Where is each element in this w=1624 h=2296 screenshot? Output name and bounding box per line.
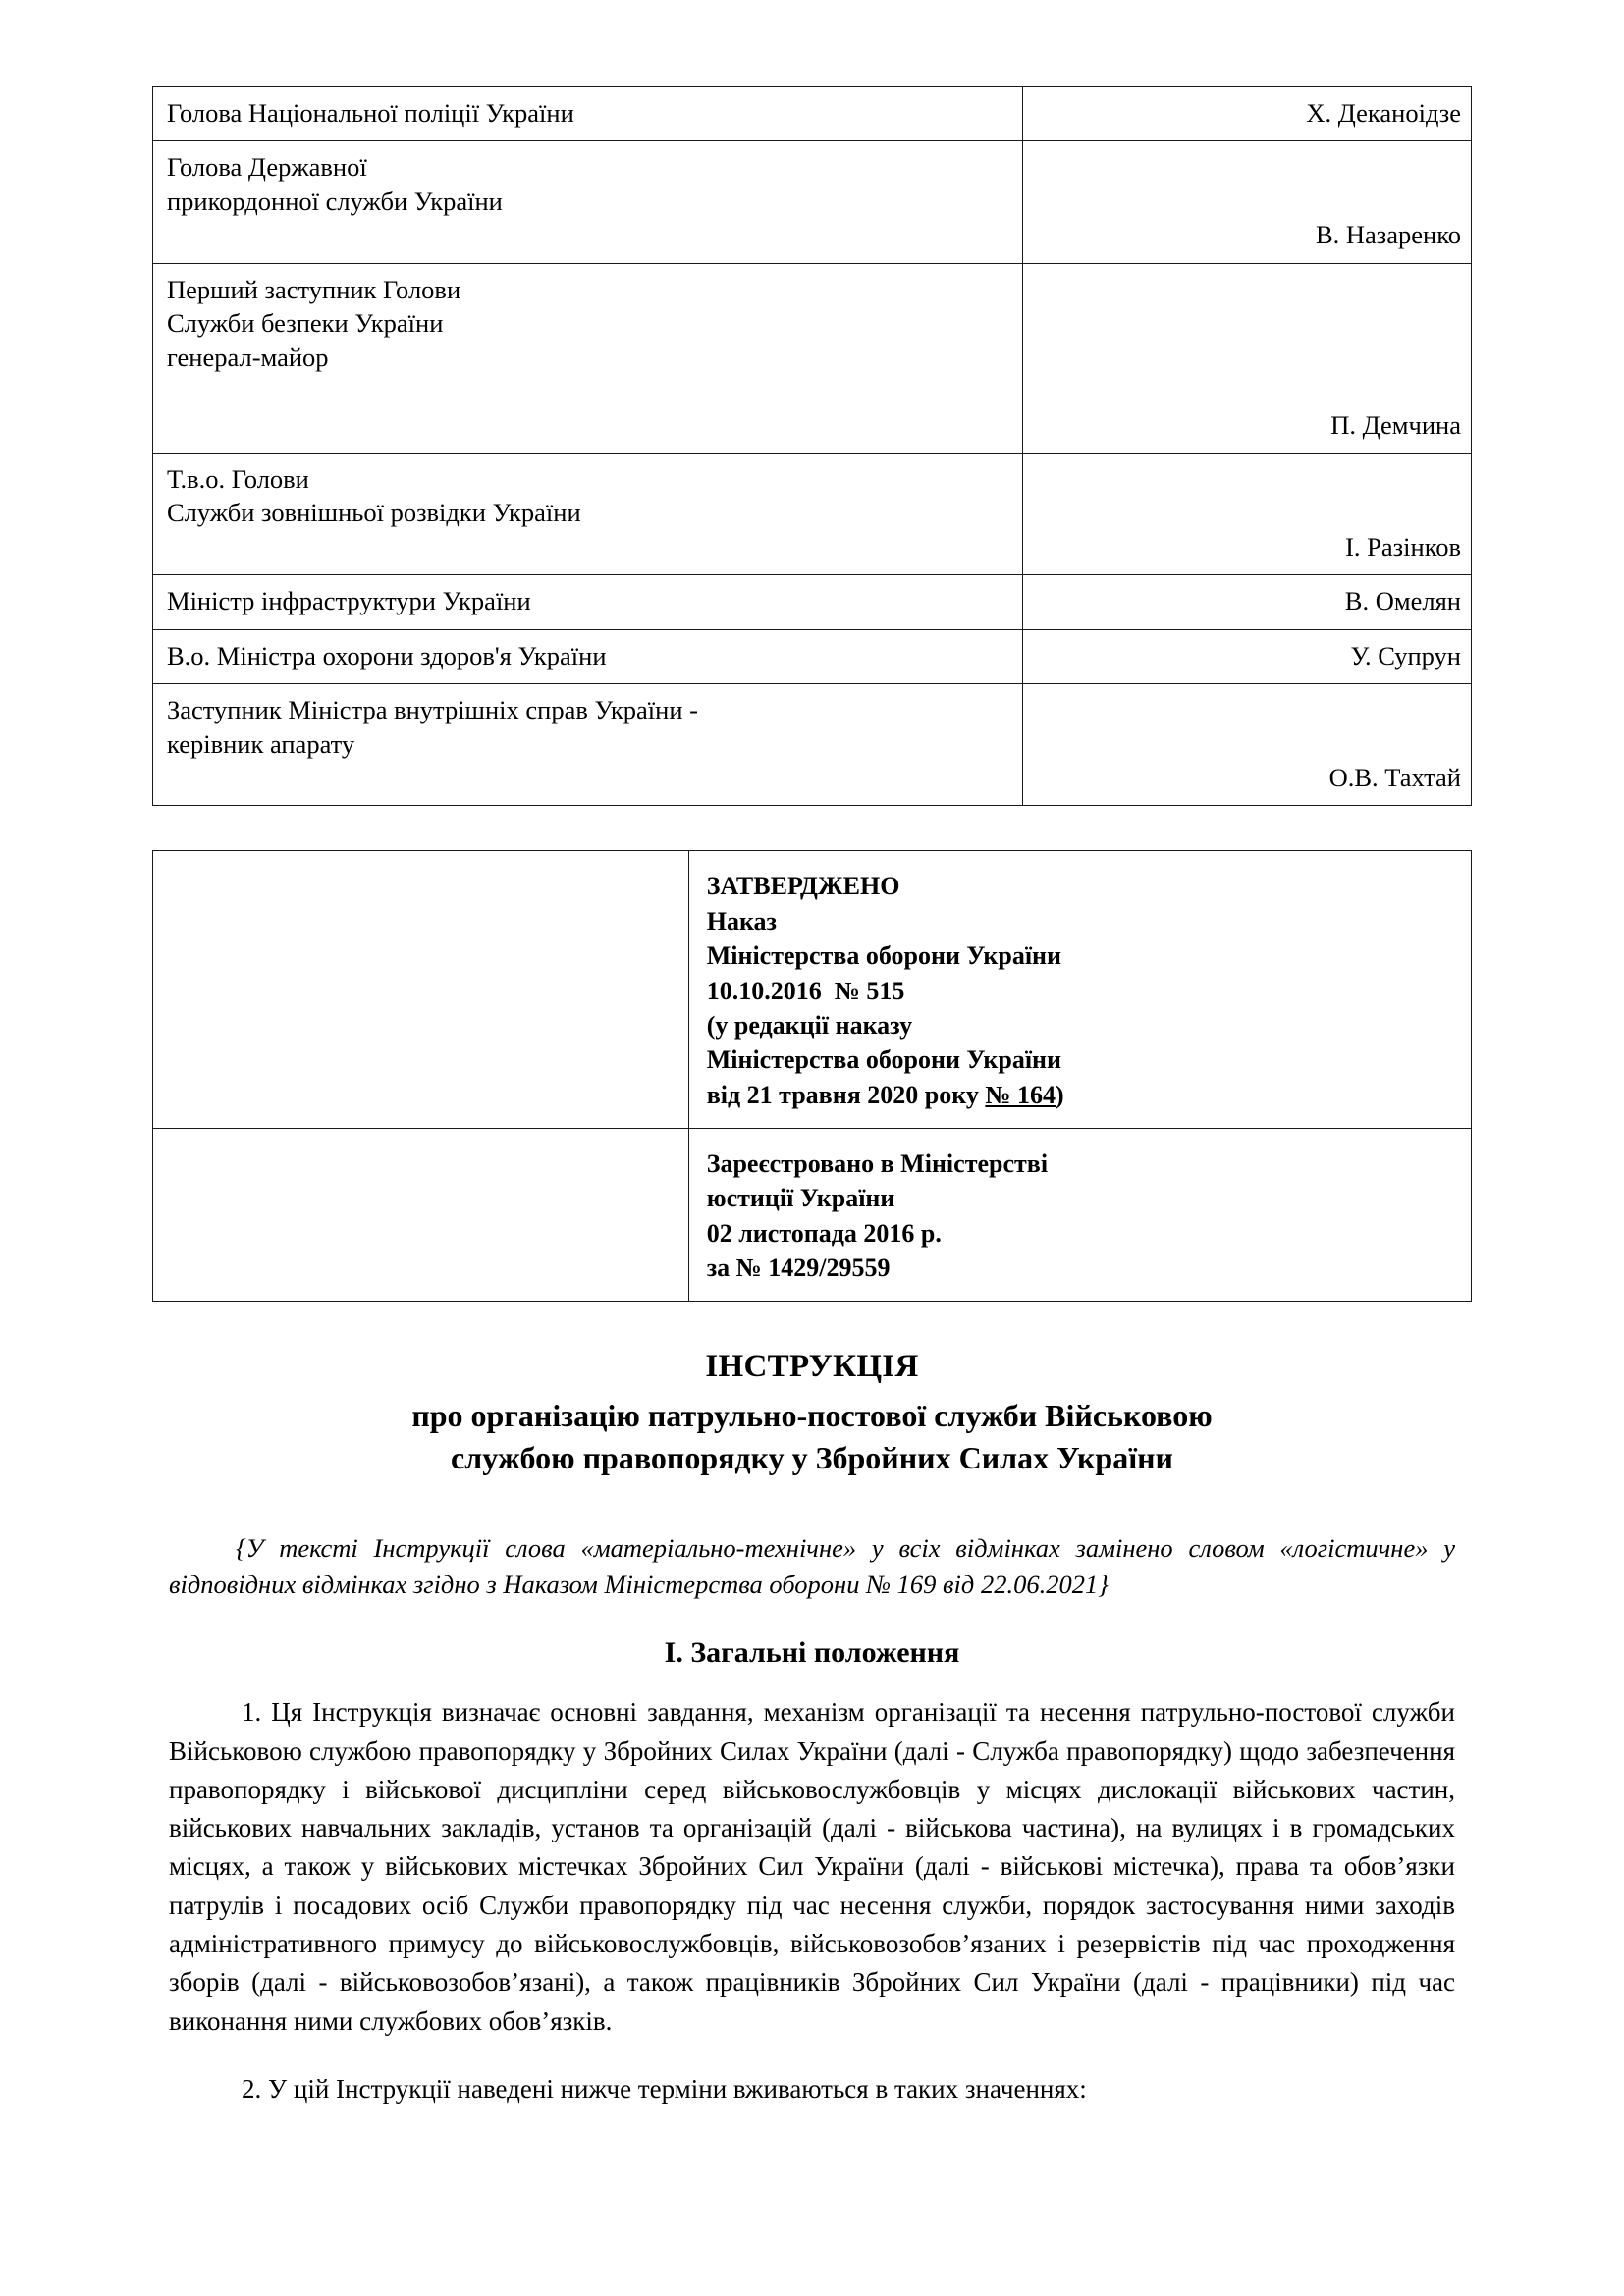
revision-suffix: ) [1056,1080,1064,1109]
paragraph-2: 2. У цій Інструкції наведені нижче терміни вживаються в таких значеннях: [242,2073,1087,2104]
signatories-table [152,86,1472,806]
signatory-name [1023,684,1472,806]
post-line: Служби зовнішньої розвідки України [167,498,581,528]
signatory-post [153,629,1023,683]
table-row [153,575,1472,629]
post-line: генерал-майор [167,342,329,372]
table-row [153,263,1472,453]
post-line: Перший заступник Голови [167,274,461,304]
page-subtitle [233,1395,1391,1479]
approved-block [688,851,1471,1129]
signatory-name [1023,453,1472,574]
signatory-name-text: В. Назаренко [1315,220,1461,250]
signatory-name-text: У. Супрун [1350,640,1461,670]
signatory-name [1023,575,1472,629]
signatory-name-text: Х. Деканоідзе [1306,98,1461,128]
signatory-name-text: І. Разінков [1345,531,1461,561]
empty-cell [153,851,689,1129]
post-line: Міністр інфраструктури України [167,586,531,616]
signatory-post [153,141,1023,263]
table-row [153,629,1472,683]
post-line: прикордонної служби України [167,186,503,216]
table-row [153,453,1472,574]
paragraph-1: 1. Ця Інструкція визначає основні завдання, механізм організації та несення патрульно-постової служби Військовою службою правопорядку у Збройних Силах України (далі - Служба правопорядку) щодо забезпечення правопорядку і військової дисципліни серед військовослужбовців у місцях дислокації військових частин, військових навчальних закладів, установ та організацій (далі - військова частина), на вулицях і в громадських місцях, а також у військових містечках Збройних Сил України (далі - військові містечка), права та обов’язки патрулів і посадових осіб Служби правопорядку під час несення служби, порядок застосування ними заходів адміністративного примусу до військовослужбовців, військовозобов’язаних і резервістів під час проходження зборів (далі - військовозобов’язані), а також працівників Збройних Сил України (далі - працівники) під час виконання ними службових обов’язків. [169,1697,1455,2036]
revision-date-line [707,1078,1457,1112]
approval-row [153,851,1472,1129]
signatory-name-text: О.В. Тахтай [1328,763,1461,792]
table-row [153,141,1472,263]
approved-label: ЗАТВЕРДЖЕНО [706,872,900,901]
registration-row [153,1128,1472,1301]
revision-date-prefix: від 21 травня 2020 року [706,1080,986,1109]
post-line: В.о. Міністра охорони здоров'я України [167,640,607,670]
signatory-name-text: П. Демчина [1330,409,1461,440]
signatory-post [153,575,1023,629]
signatory-name [1023,629,1472,683]
registered-date: 02 листопада 2016 р. [706,1218,942,1248]
table-row [153,684,1472,806]
registered-block [688,1128,1471,1301]
signatory-name [1023,263,1472,453]
order-date-number: 10.10.2016 № 515 [706,976,905,1005]
subtitle-line-1: про організацію патрульно-постової служби Військовою [411,1398,1213,1434]
post-line: Заступник Міністра внутрішніх справ України - [167,695,698,725]
post-line: керівник апарату [167,728,355,759]
registered-ministry: юстиції України [706,1184,895,1213]
post-line: Служби безпеки України [167,308,444,339]
approval-table [152,850,1472,1302]
subtitle-line-2: службою правопорядку у Збройних Силах України [451,1440,1173,1476]
table-row [153,87,1472,141]
signatory-name-text: В. Омелян [1344,586,1461,616]
signatory-post [153,87,1023,141]
signatory-post [153,453,1023,574]
empty-cell [153,1128,689,1301]
signatory-name [1023,141,1472,263]
registration-number: за № 1429/29559 [706,1254,891,1283]
signatory-post [153,263,1023,453]
post-line: Т.в.о. Голови [167,463,309,494]
revision-number: № 164 [985,1080,1056,1109]
registered-label: Зареєстровано в Міністерстві [706,1148,1049,1178]
ministry-name: Міністерства оборони України [706,941,1062,971]
section-heading: I. Загальні положення [664,1636,960,1670]
order-word: Наказ [706,906,777,935]
editorial-note: {У тексті Інструкції слова «матеріально-технічне» у всіх відмінках замінено словом «логістичне» у відповідних відмінках згідно з Наказом Міністерства оборони № 169 від 22.06.2021} [169,1533,1455,1600]
signatory-post [153,684,1023,806]
revision-open: (у редакції наказу [706,1010,913,1040]
page-title: ІНСТРУКЦІЯ [705,1349,919,1385]
post-line: Голова Національної поліції України [167,98,574,128]
post-line: Голова Державної [167,152,367,183]
revision-ministry: Міністерства оборони України [706,1045,1062,1075]
signatory-name [1023,87,1472,141]
